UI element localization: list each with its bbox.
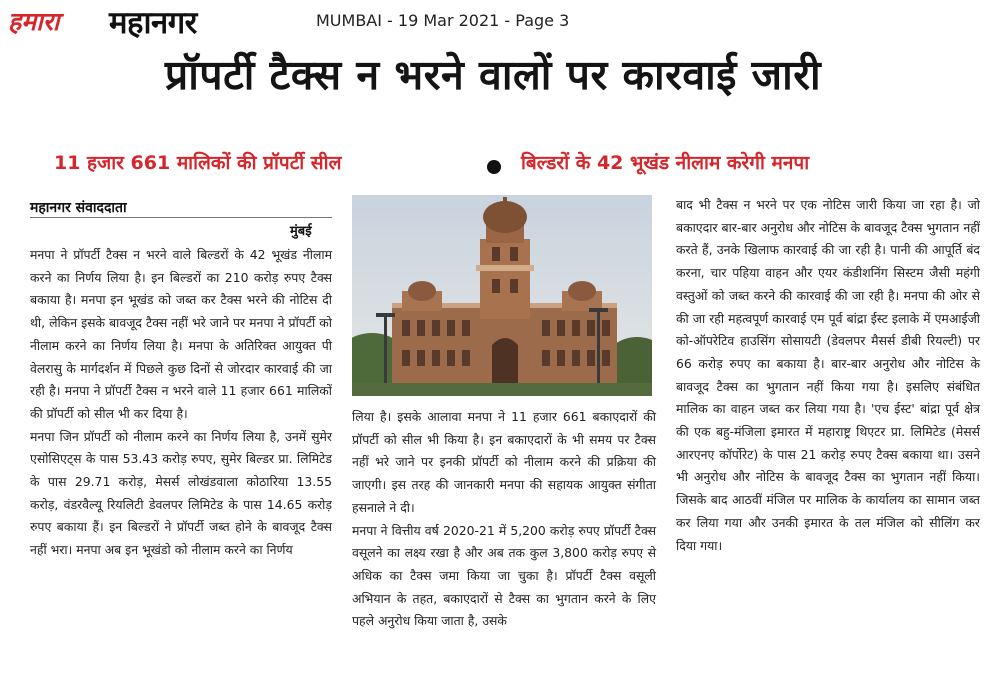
edition-line: MUMBAI - 19 Mar 2021 - Page 3 xyxy=(316,11,570,30)
subheadline-right: बिल्डरों के 42 भूखंड नीलाम करेगी मनपा xyxy=(521,152,810,174)
byline: महानगर संवाददाता xyxy=(30,200,127,216)
headline: प्रॉपर्टी टैक्स न भरने वालों पर कारवाई जारी xyxy=(164,51,822,99)
paragraph: मनपा ने वित्तीय वर्ष 2020-21 में 5,200 करोड़ रुपए प्रॉपर्टी टैक्स वसूलने का लक्ष्य रखा है और अब तक कुल 3,800 करोड़ रुपए से अधिक का टैक्स जमा किया जा चुका है। प्रॉपर्टी टैक्स वसूली अभियान के तहत, बकाएदारों से टैक्स का भुगतान करने के लिए पहले अनुरोध किया जाता है, उसके xyxy=(352,522,656,629)
logo-hamara: हमारा xyxy=(8,7,60,36)
masthead xyxy=(0,0,986,44)
paragraph: लिया है। इसके आलावा मनपा ने 11 हजार 661 बकाएदारों की प्रॉपर्टी को सील भी किया है। इन बकाएदारों के भी समय पर टैक्स नहीं भरे जाने पर इनकी प्रॉपर्टी को नीलाम करने की प्रक्रिया की जाएगी। इस तरह की जानकारी मनपा की सहायक आयुक्त संगीता हसनाले ने दी। xyxy=(352,409,656,515)
article-column-1 xyxy=(30,244,332,562)
municipal-building-photo xyxy=(352,195,652,396)
subheadlines xyxy=(0,149,986,183)
bullet-icon xyxy=(487,160,501,174)
byline-divider xyxy=(30,217,332,218)
dateline: मुंबई xyxy=(290,224,312,239)
article-column-2 xyxy=(352,406,656,633)
logo-mahanagar: महानगर xyxy=(109,5,197,41)
building-photo-illustration xyxy=(352,195,652,396)
paragraph: मनपा जिन प्रॉपर्टी को नीलाम करने का निर्णय लिया है, उनमें सुमेर एसोसिएट्स के पास 53.43 करोड़ रुपए, सुमेर बिल्डर प्रा. लिमिटेड के पास 29.71 करोड़, मेसर्स लोखंडवाला कोठारिया 13.55 करोड़, वंडरवैल्यू रियलिटी डेवलपर लिमिटेड के पास 14.65 करोड़ रुपए बकाया हैं। इन बिल्डरों ने प्रॉपर्टी जब्त होने के बावजूद टैक्स नहीं भरा। मनपा अब इन भूखंडो को नीलाम करने का निर्णय xyxy=(30,428,332,558)
article-column-3 xyxy=(676,194,980,557)
paragraph: मनपा ने प्रॉपर्टी टैक्स न भरने वाले बिल्डरों के 42 भूखंड नीलाम करने का निर्णय लिया है। इन बिल्डरों का 210 करोड़ रुपए टैक्स बकाया है। मनपा इन भूखंड को जब्त कर टैक्स भरने की नोटिस दी थी, लेकिन इसके बावजूद टैक्स नहीं भरे जाने पर मनपा ने प्रॉपर्टी को नीलाम करने का निर्णय लिया है। मनपा के अतिरिक्त आयुक्त पी वेलरासु के मार्गदर्शन में पिछले कुछ दिनों से जोरदार कारवाई की जा रही है। मनपा ने प्रॉपर्टी टैक्स न भरने वाले 11 हजार 661 मालिकों की प्रॉपर्टी को सील भी कर दिया है। xyxy=(30,247,332,421)
subheadline-left: 11 हजार 661 मालिकों की प्रॉपर्टी सील xyxy=(54,152,342,174)
paragraph: बाद भी टैक्स न भरने पर एक नोटिस जारी किया जा रहा है। जो बकाएदार बार-बार अनुरोध और नोटिस के बावजूद टैक्स भुगतान नहीं करते हैं, उनके खिलाफ कारवाई की जा रही है। पानी की आपूर्ति बंद करना, चार पहिया वाहन और एयर कंडीशनिंग सिस्टम जैसी महंगी वस्तुओं को जब्त करने की कारवाई की जा रही है। मनपा की ओर से की जा रही महत्वपूर्ण कारवाई एम पूर्व बांद्रा ईस्ट इलाके में एमआईजी को-ऑपरेटिव हाउसिंग सोसायटी (डेवलपर मैसर्स डीबी रियल्टी) पर 66 करोड़ रुपए का बकाया है। बार-बार अनुरोध और नोटिस के बावजूद टैक्स का भुगतान नहीं किया गया है। इसलिए संबंधित मालिक का वाहन जब्त कर लिया गया है। 'एच ईस्ट' बांद्रा पूर्व क्षेत्र की एक बहु-मंजिला इमारत में महाराष्ट्र थिएटर प्रा. लिमिटेड (मेसर्स आरएनए कॉर्पोरेट) के पास 21 करोड़ रुपए टैक्स बकाया था। उसने भी अनुरोध और नोटिस के बावजूद टैक्स का भुगतान नहीं किया। जिसके बाद आठवीं मंजिल पर मालिक के कार्यालय का सामान जब्त कर लिया गया और उनकी इमारत के तल मंजिल को सीलिंग कर दिया गया। xyxy=(676,197,980,553)
